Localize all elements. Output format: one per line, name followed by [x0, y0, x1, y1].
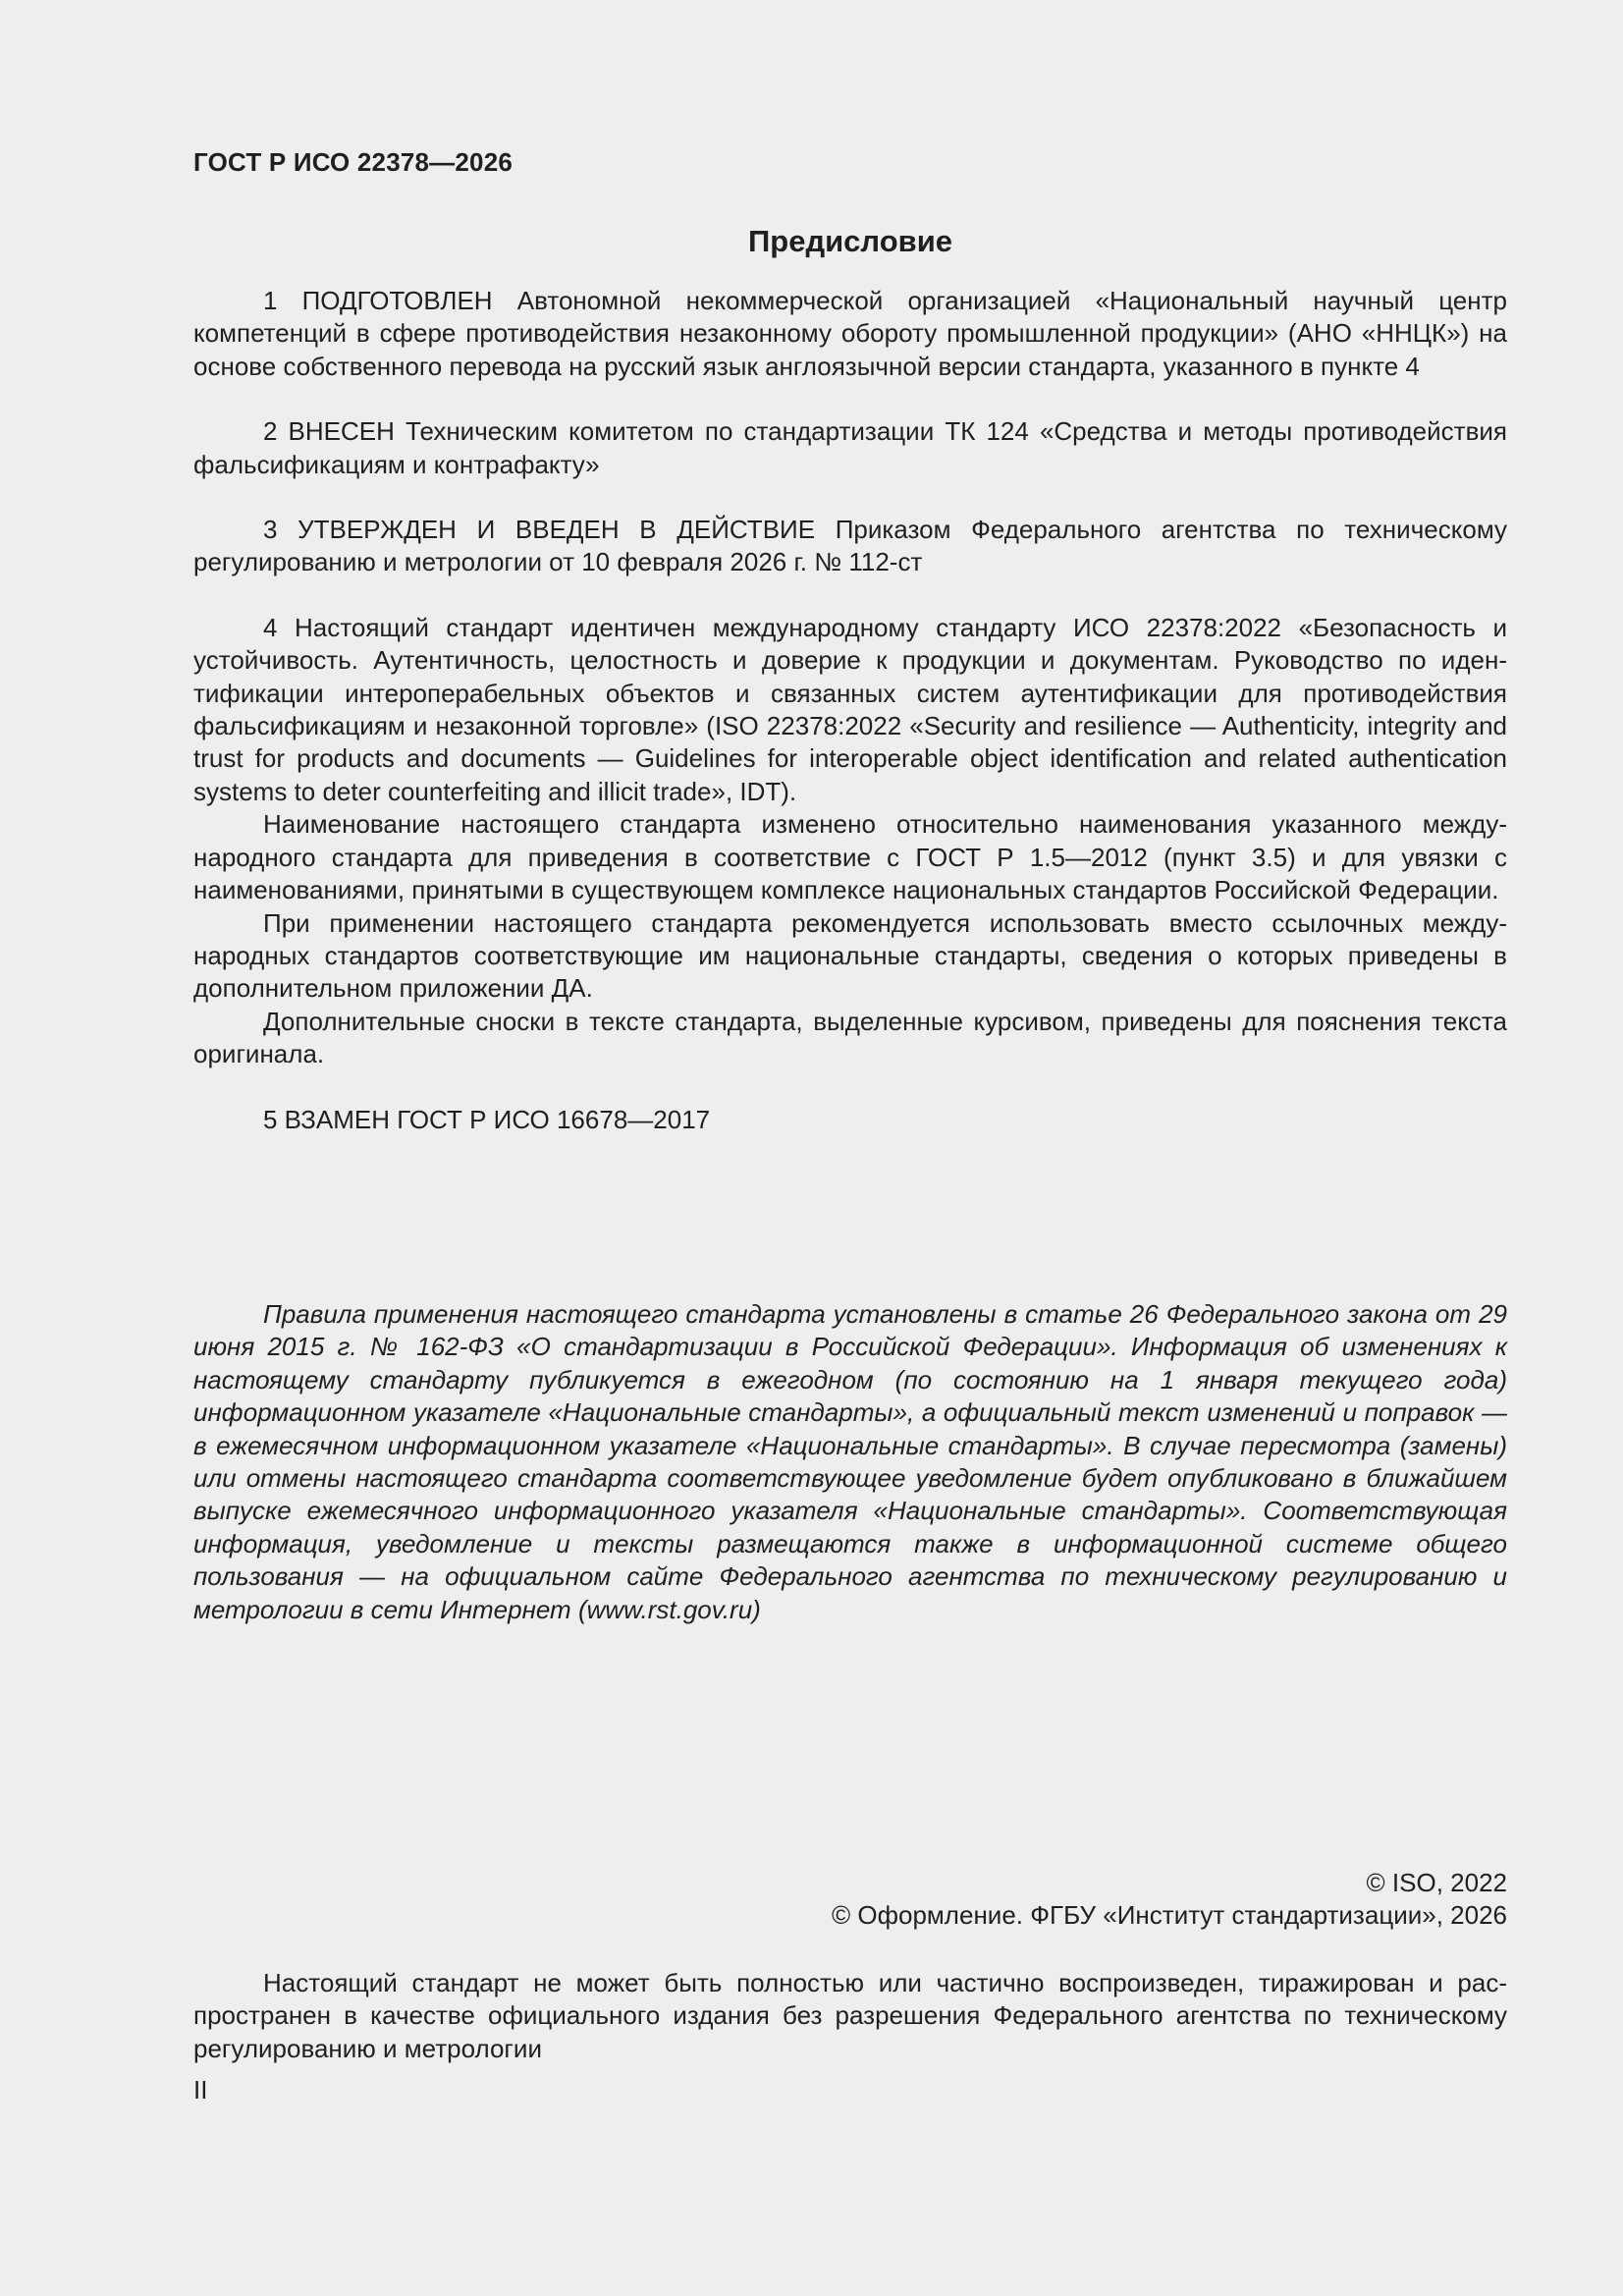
legal-notice-text: Правила применения настоящего стандарта установлены в статье 26 Федерального закона от 29 июня 2015 г. № 162-ФЗ «О стандартизации в Российской Федерации». Информация об изменениях к настоящему стандарту публикуется в ежегодном (по состоянию на 1 января текущего года) информационном указателе «Национальные стандарты», а официальный текст изменений и поправок — в ежемесячном информационном указателе «Национальные стандарты». В случае пересмотра (замены) или отмены настоящего стандарта соответствующее уведомление будет опубликовано в ближайшем выпуске ежемесячного информационного указателя «Национальные стандарты». Соответствующая информация, уведомление и тексты размещаются также в информационной системе общего пользования — на официальном сайте Федерального агентства по техническому регулированию и метрологии в сети Интернет (www.rst.gov.ru): [193, 1299, 1507, 1624]
reproduction-notice: [193, 1967, 1507, 2065]
foreword-item-4-name-change: Наименование настоящего стандарта изменено относительно наименования указанного международного стандарта для приведения в соответствие с ГОСТ Р 1.5—2012 (пункт 3.5) и для увязки с наименованиями, принятыми в существующем комплексе национальных стандартов Российской Федерации.: [193, 809, 1507, 905]
foreword-item-4-national-standards: При применении настоящего стандарта рекомендуется использовать вместо ссылочных международных стандартов соответствующие им национальные стандарты, сведения о которых приведены в дополнительном приложении ДА.: [193, 907, 1507, 1004]
foreword-item-4-footnotes: Дополнительные сноски в тексте стандарта, выделенные курсивом, приведены для пояснения текста оригинала.: [193, 1006, 1507, 1069]
section-title: Предисловие: [747, 224, 952, 258]
document-page: [193, 0, 1507, 2296]
foreword-item-5: 5 ВЗАМЕН ГОСТ Р ИСО 16678—2017: [263, 1104, 711, 1134]
foreword-item-3: 3 УТВЕРЖДЕН И ВВЕДЕН В ДЕЙСТВИЕ Приказом Федерального агентства по техническому регулированию и метрологии от 10 февраля 2026 г. № 112-ст: [193, 515, 1507, 577]
reproduction-notice-text: Настоящий стандарт не может быть полностью или частично воспроизведен, тиражирован и распространен в качестве официального издания без разрешения Федерального агентства по техническому регулированию и метрологии: [193, 1968, 1507, 2063]
copyright-iso: © ISO, 2022: [1366, 1868, 1507, 1897]
foreword-item-2: 2 ВНЕСЕН Техническим комитетом по стандартизации ТК 124 «Средства и методы противодействия фальсификациям и контрафакту»: [193, 416, 1507, 479]
foreword-body: [193, 285, 1507, 1136]
copyright-design: © Оформление. ФГБУ «Институт стандартизации», 2026: [832, 1900, 1507, 1931]
foreword-item-1: 1 ПОДГОТОВЛЕН Автономной некоммерческой организацией «Национальный научный центр компетенций в сфере противодействия незаконному обороту промышленной продукции» (АНО «ННЦК») на основе собственного перевода на русский язык англоязычной версии стандарта, указанного в пункте 4: [193, 286, 1507, 381]
copyright-block: [193, 1867, 1507, 1933]
page-number: II: [193, 2075, 208, 2105]
foreword-item-4: 4 Настоящий стандарт идентичен международному стандарту ИСО 22378:2022 «Безопасность и устойчивость. Аутентичность, целостность и доверие к продукции и документам. Руководство по идентификации интероперабельных объектов и связанных систем аутентификации для противодействия фальсификациям и незаконной торговле» (ISO 22378:2022 «Security and resilience — Authenticity, integrity and trust for products and documents — Guidelines for interoperable object identification and related authentication systems to deter counterfeiting and illicit trade», IDT).: [193, 612, 1507, 806]
legal-notice: [193, 1298, 1507, 1626]
document-code: ГОСТ Р ИСО 22378—2026: [193, 147, 514, 177]
